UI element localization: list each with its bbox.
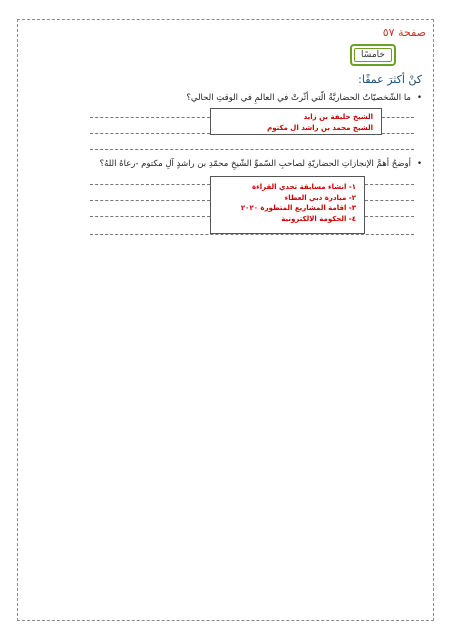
answer-box-2 [210,176,365,234]
question-2-text: أوضحُ أهمَّ الإنجازاتِ الحضاريّةِ لصاحبِ السّموِّ الشّيخِ محمّدِ بن راشدٍ آلِ مكتوم -رعاهُ اللهُ؟ [99,159,411,169]
answer-text: الشيخ محمد بن راشد ال مكتوم [267,123,373,132]
question-1-text: ما الشّخصيّاتُ الحضاريَّةُ الّتي أثّرتْ في العالمِ في الوقتِ الحالي؟ [186,93,411,103]
answer-line[interactable] [90,184,210,185]
page-number: صفحة ٥٧ [382,26,426,39]
section-badge [350,44,396,66]
answer-line[interactable] [365,200,414,201]
bullet-icon: • [416,93,422,103]
answer-box-1 [210,108,382,135]
section-heading: كنْ أكثرَ عمقًا: [358,73,422,86]
answer-line[interactable] [90,234,414,235]
bullet-icon: • [416,159,422,169]
answer-line[interactable] [90,200,210,201]
section-badge-label: خامسًا [354,48,392,62]
answer-line[interactable] [382,133,414,134]
answer-line[interactable] [365,216,414,217]
answer-text: ٤- الحكومة الالكترونية [281,214,356,223]
answer-line[interactable] [90,133,210,134]
answer-line[interactable] [382,117,414,118]
answer-line[interactable] [365,184,414,185]
question-1 [186,93,422,103]
answer-text: ٣- اقامة المشاريع المتطورة ٢٠٢٠ [240,204,356,212]
question-2 [100,159,422,169]
answer-text: ٢- مبادرة دبي العطاء [284,193,356,202]
answer-line[interactable] [90,117,210,118]
answer-text: ١- انشاء مسابقة تحدي القراءة [252,183,356,191]
answer-text: الشيخ خليفة بن زايد [303,113,373,121]
answer-line[interactable] [90,149,414,150]
answer-line[interactable] [90,216,210,217]
